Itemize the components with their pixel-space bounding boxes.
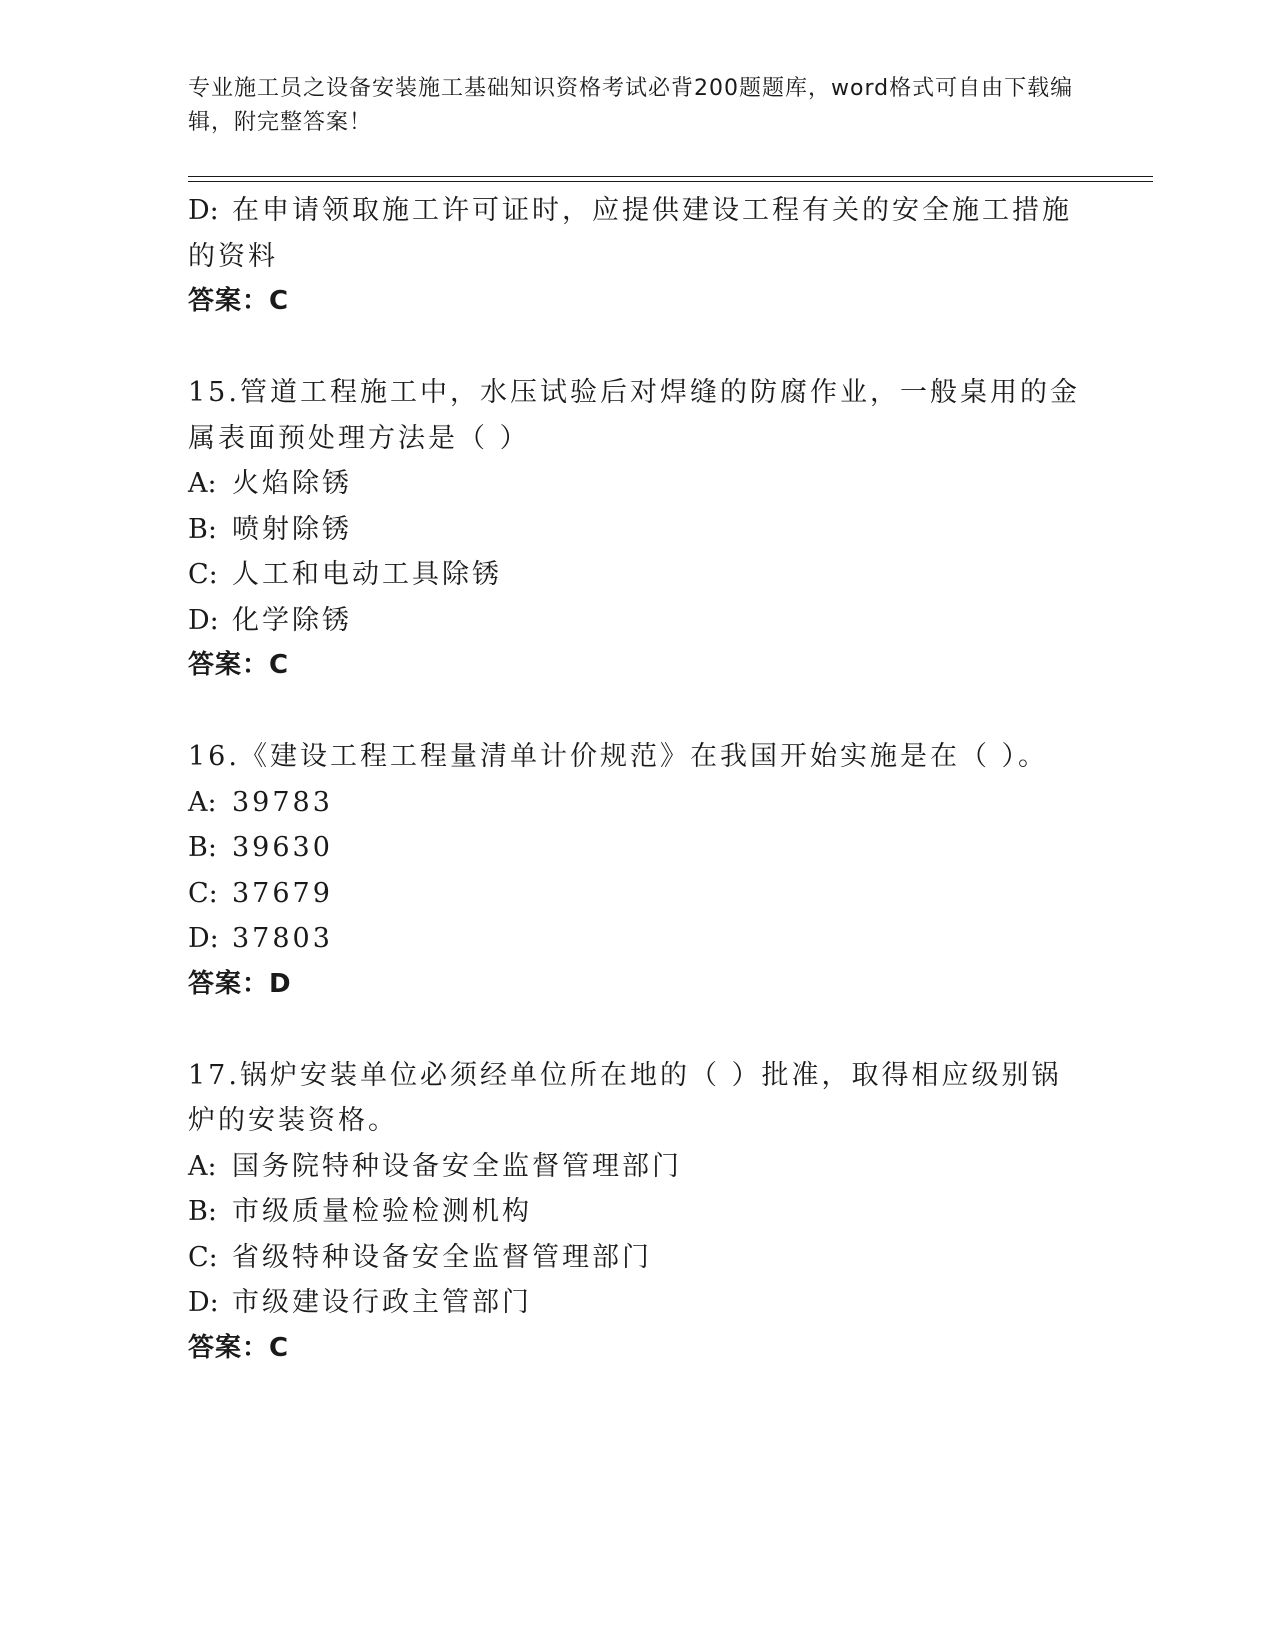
option-b: [188, 507, 1088, 553]
option-text: 人工和电动工具除锈: [232, 559, 502, 590]
answer-line: 答案：C: [188, 1332, 290, 1363]
option-letter: A:: [188, 786, 217, 818]
header-divider-top: [188, 176, 1153, 177]
option-b: [188, 1189, 1088, 1235]
option-letter: D:: [188, 1287, 219, 1318]
option-d: [188, 1280, 1088, 1326]
option-text: 火焰除锈: [232, 468, 352, 499]
option-letter: C:: [188, 1241, 218, 1273]
option-d: [188, 598, 1088, 644]
spacer: [188, 1007, 1088, 1053]
option-letter: C:: [188, 877, 218, 909]
question-stem: 17.锅炉安装单位必须经单位所在地的（ ）批准，取得相应级别锅炉的安装资格。: [188, 1059, 1062, 1136]
option-letter: A:: [188, 1150, 217, 1182]
option-letter: D:: [188, 604, 219, 636]
option-c: [188, 871, 1088, 917]
header-divider-bottom: [188, 181, 1153, 182]
option-text: 39783: [232, 786, 333, 818]
option-letter: A:: [188, 468, 217, 499]
option-text: 市级建设行政主管部门: [232, 1287, 532, 1318]
option-text: 国务院特种设备安全监督管理部门: [232, 1150, 682, 1182]
document-header: 专业施工员之设备安装施工基础知识资格考试必背200题题库，word格式可自由下载编辑，附完整答案！: [188, 76, 1074, 135]
answer-line: 答案：C: [188, 650, 290, 680]
answer-line: 答案：C: [188, 286, 290, 316]
answer-line: 答案：D: [188, 968, 292, 999]
option-text: 在申请领取施工许可证时，应提供建设工程有关的安全施工措施的资料: [188, 195, 1072, 272]
option-c: [188, 552, 1088, 598]
option-text: 喷射除锈: [232, 513, 352, 545]
option-b: [188, 825, 1088, 871]
option-letter: D:: [188, 923, 219, 954]
option-a: [188, 461, 1088, 507]
option-letter: B:: [188, 513, 217, 545]
option-a: [188, 1144, 1088, 1190]
option-letter: B:: [188, 832, 217, 863]
option-letter: B:: [188, 1196, 217, 1227]
spacer: [188, 689, 1088, 735]
option-d: [188, 916, 1088, 962]
option-text: 化学除锈: [232, 604, 352, 636]
option-letter: C:: [188, 559, 218, 590]
question-stem: 16.《建设工程工程量清单计价规范》在我国开始实施是在（ ）。: [188, 741, 1049, 772]
option-a: [188, 780, 1088, 826]
option-text: 37803: [232, 923, 333, 954]
spacer: [188, 325, 1088, 371]
option-letter: D:: [188, 195, 219, 226]
option-text: 37679: [232, 877, 333, 909]
option-text: 省级特种设备安全监督管理部门: [232, 1241, 652, 1273]
option-text: 39630: [232, 832, 333, 863]
question-stem: 15.管道工程施工中，水压试验后对焊缝的防腐作业，一般桌用的金属表面预处理方法是（ ）: [188, 377, 1080, 454]
question-content: [188, 188, 1088, 1371]
option-c: [188, 1235, 1088, 1281]
option-text: 市级质量检验检测机构: [232, 1196, 532, 1227]
option-d-continued: [188, 188, 1088, 279]
